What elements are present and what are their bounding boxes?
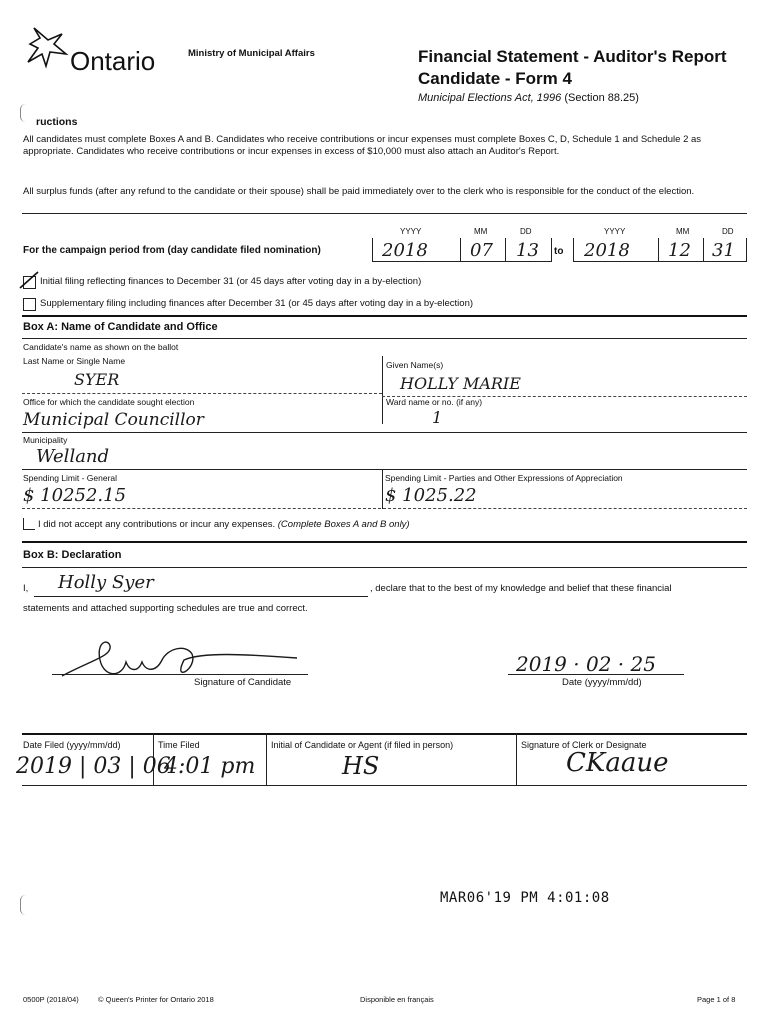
to-mm[interactable]: 12 — [668, 240, 691, 261]
spending-limit-parties-label: Spending Limit - Parties and Other Expressions of Appreciation — [385, 473, 623, 483]
box-a-heading: Box A: Name of Candidate and Office — [23, 321, 218, 333]
to-label: to — [554, 246, 564, 257]
ballot-name-label: Candidate's name as shown on the ballot — [23, 342, 179, 352]
ontario-logo — [22, 24, 72, 74]
no-contributions-label — [38, 519, 410, 530]
supplementary-filing-label: Supplementary filing including finances after December 31 (or 45 days after voting day in a by-election) — [40, 298, 474, 309]
supplementary-filing-checkbox[interactable] — [23, 298, 36, 311]
signature-of-candidate-label: Signature of Candidate — [194, 677, 292, 688]
mm-to-label: MM — [676, 227, 690, 236]
form-title-line2: Candidate - Form 4 — [418, 69, 572, 88]
declarant-name[interactable]: Holly Syer — [58, 572, 154, 593]
checkmark-icon — [18, 270, 40, 290]
instructions-heading: ructions — [36, 116, 78, 128]
to-dd[interactable]: 31 — [712, 240, 735, 261]
page-number: Page 1 of 8 — [697, 995, 736, 1004]
french-availability: Disponible en français — [360, 995, 434, 1004]
instructions-p2: All surplus funds (after any refund to the candidate or their spouse) shall be paid immediately over to the clerk who is responsible for the conduct of the election. — [23, 186, 695, 197]
dd-to-label: DD — [722, 227, 734, 236]
spending-limit-parties-value[interactable]: $ 1025.22 — [385, 485, 477, 506]
spending-limit-general-value[interactable]: $ 10252.15 — [23, 485, 127, 506]
received-stamp: MAR06'19 PM 4:01:08 — [440, 890, 610, 906]
clerk-signature[interactable]: CKaaue — [566, 748, 669, 778]
dd-from-label: DD — [520, 227, 532, 236]
date-filed-value[interactable]: 2019 | 03 | 06 — [16, 754, 171, 779]
municipality-value[interactable]: Welland — [36, 446, 110, 467]
campaign-period-label: For the campaign period from (day candidate filed nomination) — [23, 245, 321, 256]
no-contributions-note: (Complete Boxes A and B only) — [277, 519, 410, 530]
to-yyyy[interactable]: 2018 — [584, 240, 630, 261]
declaration-i-label: I, — [23, 583, 29, 594]
given-name-value[interactable]: HOLLY MARIE — [400, 374, 521, 393]
mm-from-label: MM — [474, 227, 488, 236]
form-title-line1: Financial Statement - Auditor's Report — [418, 47, 727, 66]
form-code: 0500P (2018/04) — [23, 995, 79, 1004]
declaration-date-label: Date (yyyy/mm/dd) — [562, 677, 642, 688]
trillium-logo-icon — [22, 24, 72, 69]
no-contributions-text: I did not accept any contributions or incur any expenses. — [38, 519, 276, 530]
from-dd[interactable]: 13 — [516, 240, 539, 261]
hole-punch-mark-lower — [20, 895, 31, 915]
act-reference — [418, 92, 639, 104]
instructions-p1: All candidates must complete Boxes A and B. Candidates who receive contributions or incur expenses must complete Boxes C, D, Schedule 1 and Schedule 2 as appropriate. Candidates who receive contributions or incur expenses in excess of $10,000 must also attach an Auditor's Report. — [23, 134, 702, 157]
from-mm[interactable]: 07 — [470, 240, 493, 261]
last-name-label: Last Name or Single Name — [23, 356, 126, 366]
no-contributions-checkbox[interactable] — [23, 518, 35, 530]
yyyy-from-label: YYYY — [400, 227, 422, 236]
given-name-label: Given Name(s) — [386, 360, 444, 370]
logo-text: Ontario — [70, 46, 156, 76]
initial-label: Initial of Candidate or Agent (if filed in person) — [271, 740, 454, 750]
box-b-heading: Box B: Declaration — [23, 549, 122, 561]
act-name: Municipal Elections Act, 1996 — [418, 92, 562, 104]
act-section: (Section 88.25) — [564, 92, 639, 104]
declaration-text: , declare that to the best of my knowledge and belief that these financial — [370, 583, 672, 594]
ward-value[interactable]: 1 — [432, 408, 443, 427]
declaration-text-2: statements and attached supporting schedules are true and correct. — [23, 603, 308, 614]
initial-filing-label: Initial filing reflecting finances to December 31 (or 45 days after voting day in a by-election) — [40, 276, 422, 287]
time-filed-value[interactable]: 4:01 pm — [164, 754, 256, 779]
hole-punch-mark — [20, 104, 31, 122]
municipality-label: Municipality — [23, 435, 68, 445]
initial-value[interactable]: HS — [342, 752, 380, 780]
ward-label: Ward name or no. (if any) — [386, 397, 483, 407]
office-label: Office for which the candidate sought election — [23, 397, 195, 407]
yyyy-to-label: YYYY — [604, 227, 626, 236]
date-filed-label: Date Filed (yyyy/mm/dd) — [23, 740, 121, 750]
clerk-signature-label: Signature of Clerk or Designate — [521, 740, 647, 750]
declaration-date[interactable]: 2019 · 02 · 25 — [516, 652, 656, 676]
office-value[interactable]: Municipal Councillor — [23, 410, 204, 430]
ministry-name: Ministry of Municipal Affairs — [188, 48, 315, 59]
time-filed-label: Time Filed — [158, 740, 200, 750]
copyright: © Queen's Printer for Ontario 2018 — [98, 995, 214, 1004]
from-yyyy[interactable]: 2018 — [382, 240, 428, 261]
last-name-value[interactable]: SYER — [74, 370, 120, 389]
spending-limit-general-label: Spending Limit - General — [23, 473, 118, 483]
